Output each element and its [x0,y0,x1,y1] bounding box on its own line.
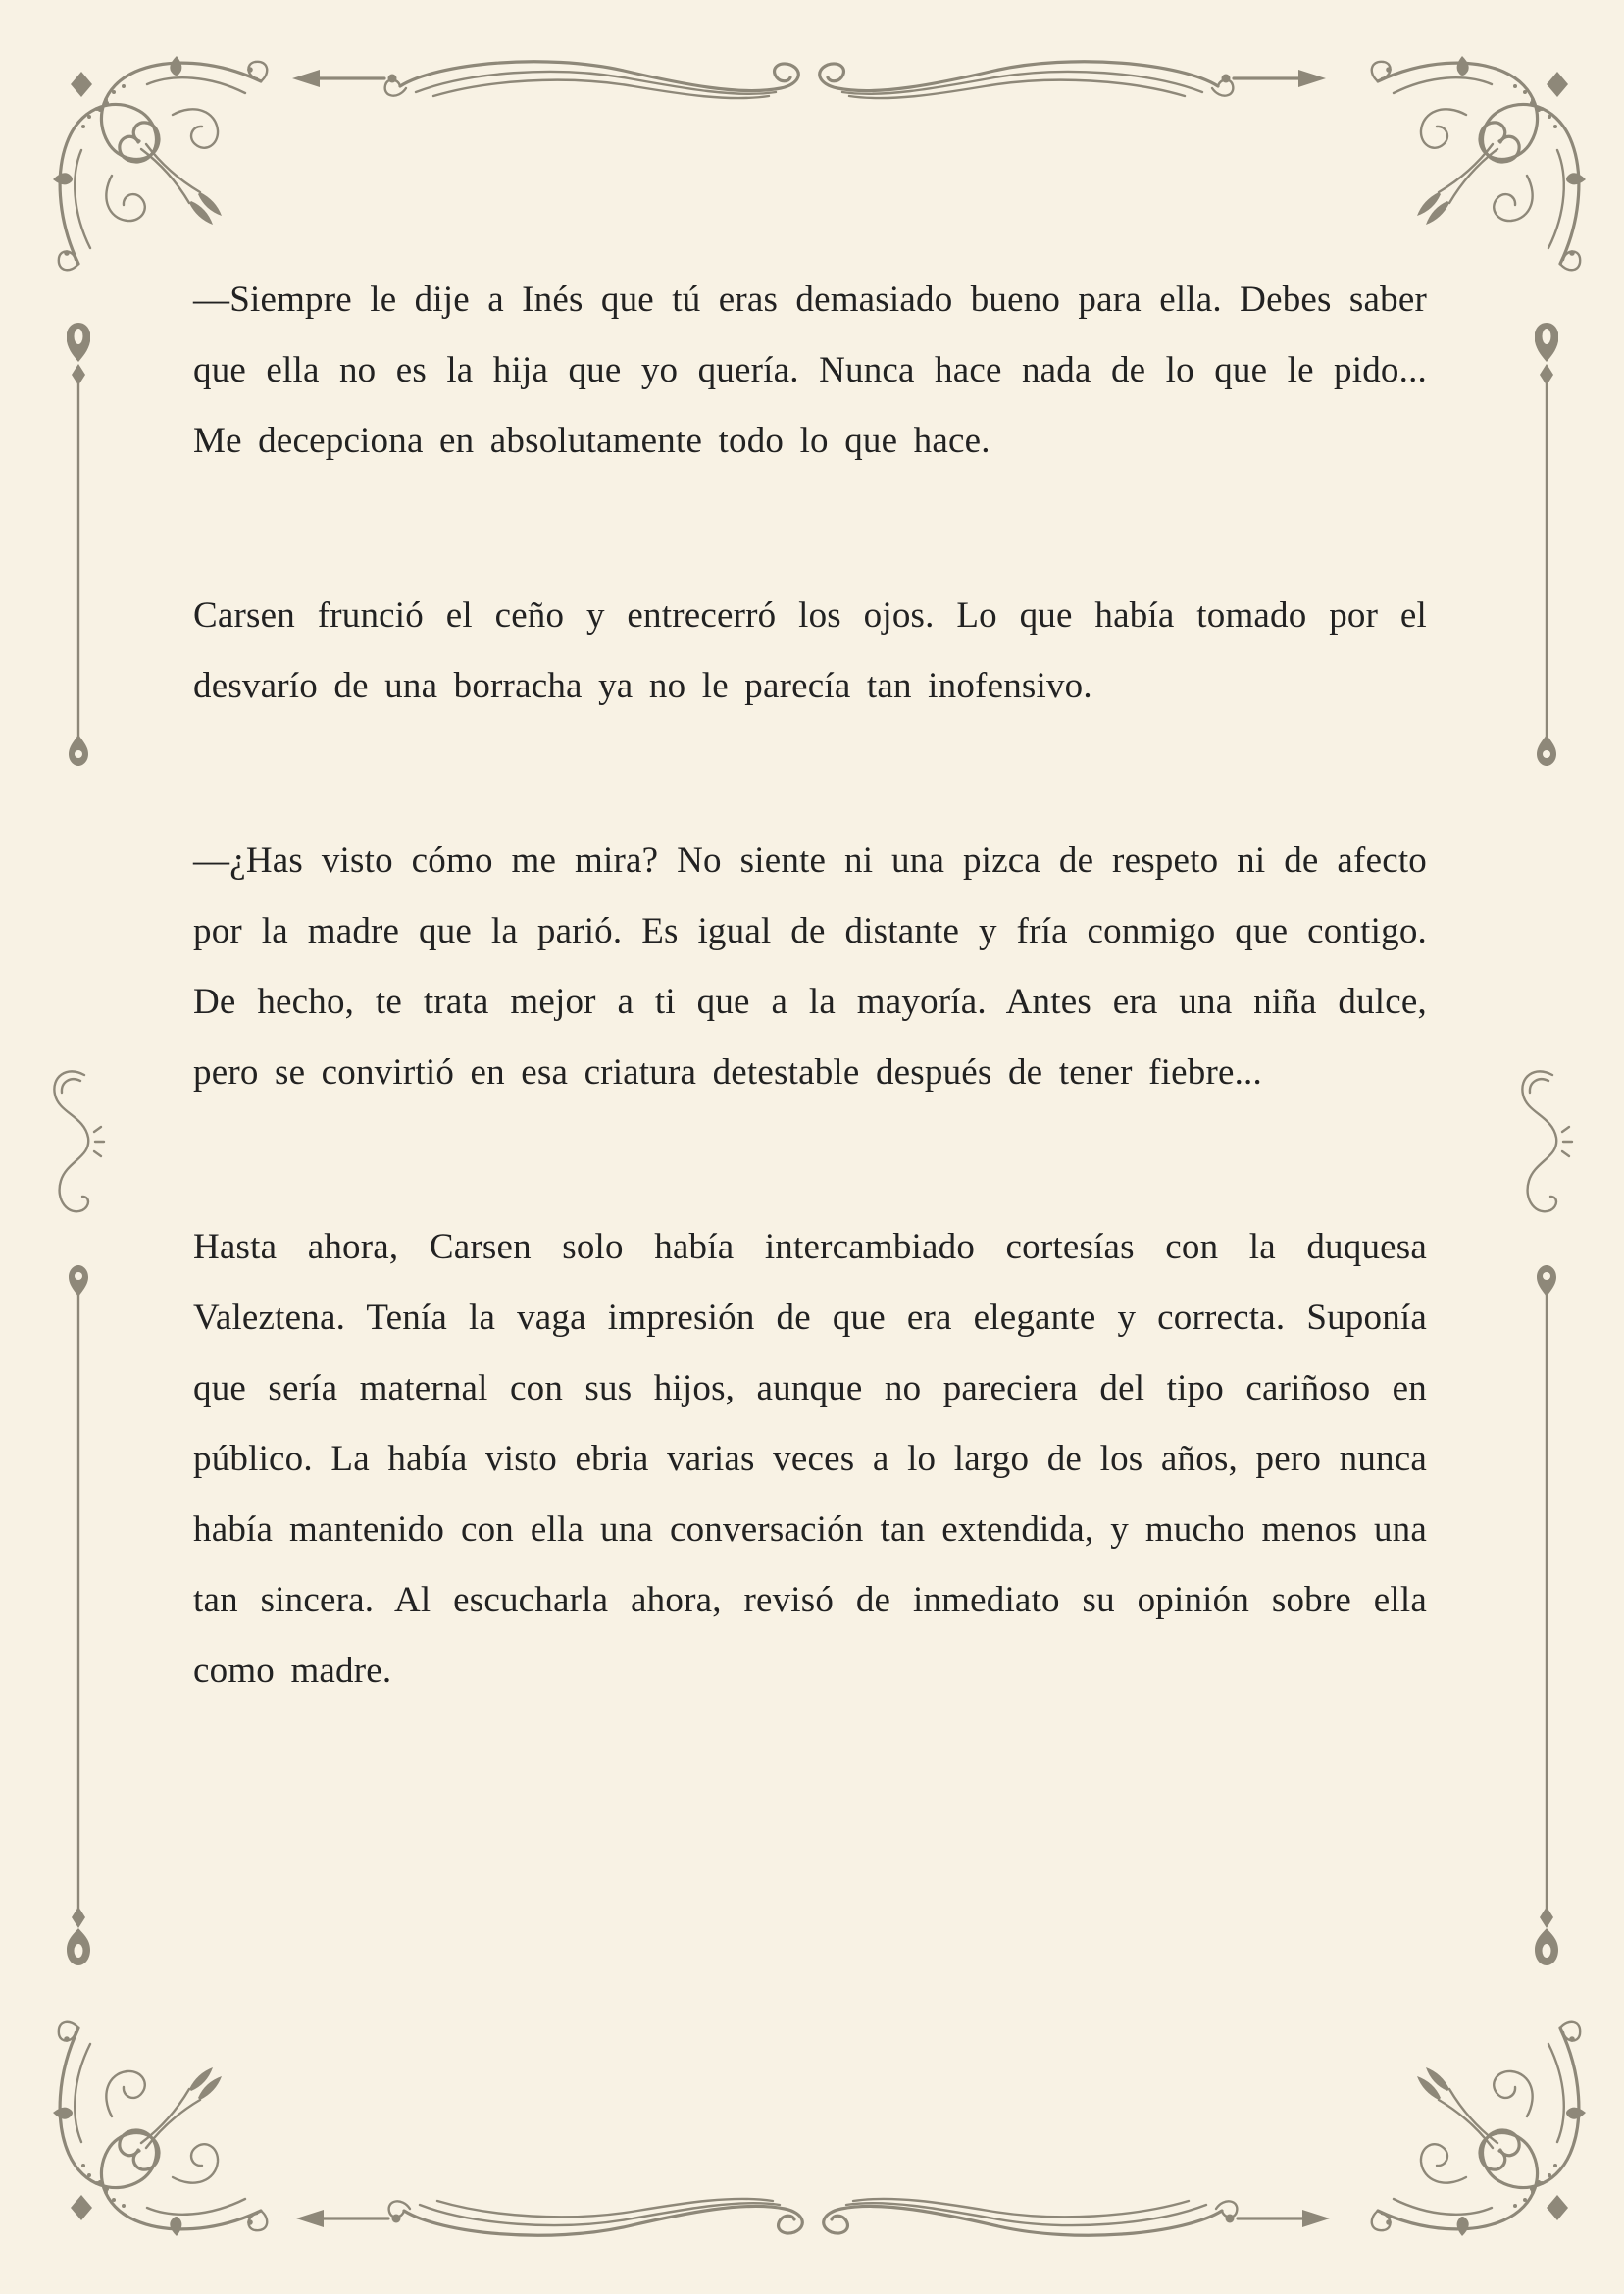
left-upper-rule-icon [67,319,90,770]
corner-flourish-top-left-icon [51,54,277,280]
paragraph-dialogue-1: —Siempre le dije a Inés que tú eras demasiado bueno para ella. Debes saber que ella no es la hija que yo quería. Nunca hace nada de lo que le pido... Me decepciona en absolutamente todo lo que hace. [193,280,1427,461]
bottom-scroll-divider-icon [294,2189,1332,2248]
right-lower-rule-icon [1535,1263,1558,1969]
left-figure-eight-scroll-icon [45,1067,110,1229]
paragraph-dialogue-2: —¿Has visto cómo me mira? No siente ni una pizca de respeto ni de afecto por la madre que la parió. Es igual de distante y fría conmigo que contigo. De hecho, te trata mejor a ti que a la mayoría. Antes era una niña dulce, pero se convirtió en esa criatura detestable después de tener fiebre... [193,841,1427,1093]
corner-flourish-top-right-icon [1362,54,1588,280]
paragraph-narration-1: Carsen frunció el ceño y entrecerró los ojos. Lo que había tomado por el desvarío de una borracha ya no le parecía tan inofensivo. [193,595,1427,706]
right-upper-rule-icon [1535,319,1558,770]
paragraph-narration-2: Hasta ahora, Carsen solo había intercambiado cortesías con la duquesa Valeztena. Tenía la vaga impresión de que era elegante y correcta. Suponía que sería maternal con sus hijos, aunque no pareciera del tipo cariñoso en público. La había visto ebria varias veces a lo largo de los años, pero nunca había mantenido con ella una conversación tan extendida, y mucho menos una tan sincera. Al escucharla ahora, revisó de inmediato su opinión sobre ella como madre. [193,1227,1427,1691]
left-lower-rule-icon [67,1263,90,1969]
corner-flourish-bottom-right-icon [1362,2013,1588,2238]
right-figure-eight-scroll-icon [1513,1067,1578,1229]
corner-flourish-bottom-left-icon [51,2013,277,2238]
top-scroll-divider-icon [290,49,1328,108]
story-text [193,265,1427,1707]
